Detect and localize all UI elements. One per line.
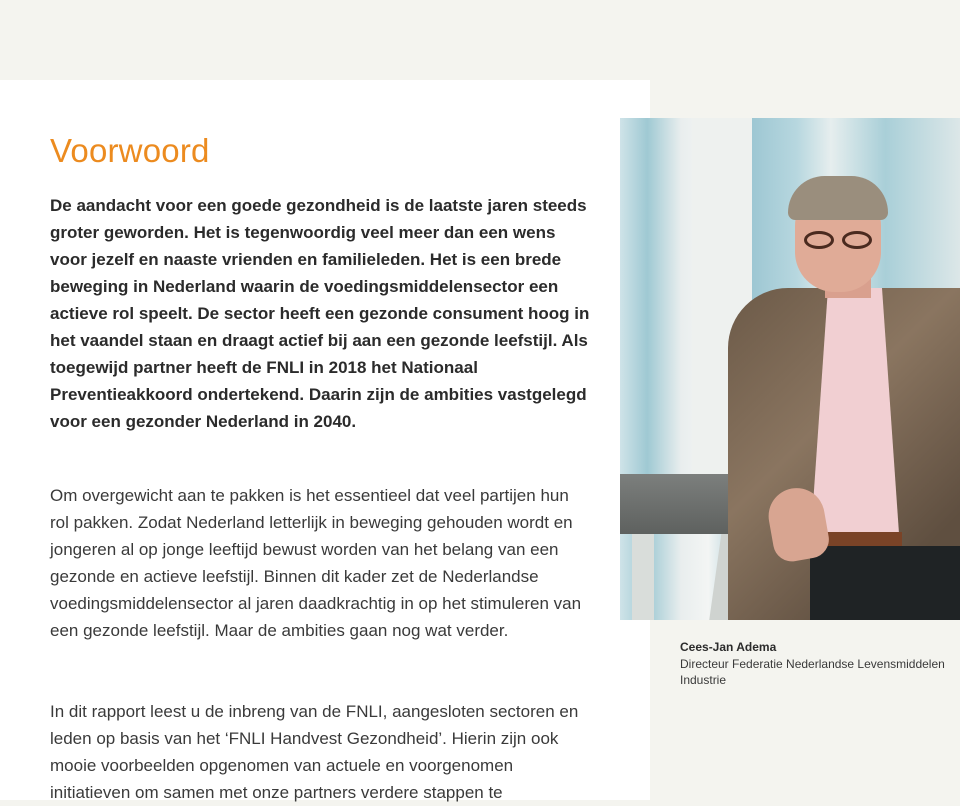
body-paragraph-2: In dit rapport leest u de inbreng van de FNLI, aangesloten sectoren en leden op basis van het ‘FNLI Handvest Gezondheid’. Hierin zijn ook mooie voorbeelden opgenomen van actuele en voorgenomen initiatieven om samen met onze partners verdere stappen te [50,702,579,802]
content-panel [0,80,650,800]
photo-pants [810,546,960,620]
portrait-photo [620,118,960,620]
lead-paragraph: De aandacht voor een goede gezondheid is de laatste jaren steeds groter geworden. Het is tegenwoordig veel meer dan een wens voor jezelf en naaste vrienden en familieleden. Het is een brede beweging in Nederland waarin de voedingsmiddelensector een actieve rol speelt. De sector heeft een gezonde consument hoog in het vaandel staan en draagt actief bij aan een gezonde leefstijl. Als toegewijd partner heeft de FNLI in 2018 het Nationaal Preventieakkoord ondertekend. Daarin zijn de ambities vastgelegd voor een gezonder Nederland in 2040. [50,196,590,431]
photo-glasses [800,231,876,249]
photo-hair [788,176,888,220]
photo-caption-name: Cees-Jan Adema [680,640,777,654]
photo-caption-role: Directeur Federatie Nederlandse Levensmiddelen Industrie [680,657,945,687]
photo-belt [818,532,902,546]
page-title: Voorwoord [50,132,210,169]
body-paragraph-1: Om overgewicht aan te pakken is het essentieel dat veel partijen hun rol pakken. Zodat Nederland letterlijk in beweging gehouden wordt en jongeren al op jonge leeftijd bewust worden van het belang van een gezonde en actieve leefstijl. Binnen dit kader zet de Nederlandse voedingsmiddelensector al jaren daadkrachtig in op het stimuleren van een gezonde leefstijl. Maar de ambities gaan nog wat verder. [50,486,582,640]
photo-desk-leg [632,534,654,620]
